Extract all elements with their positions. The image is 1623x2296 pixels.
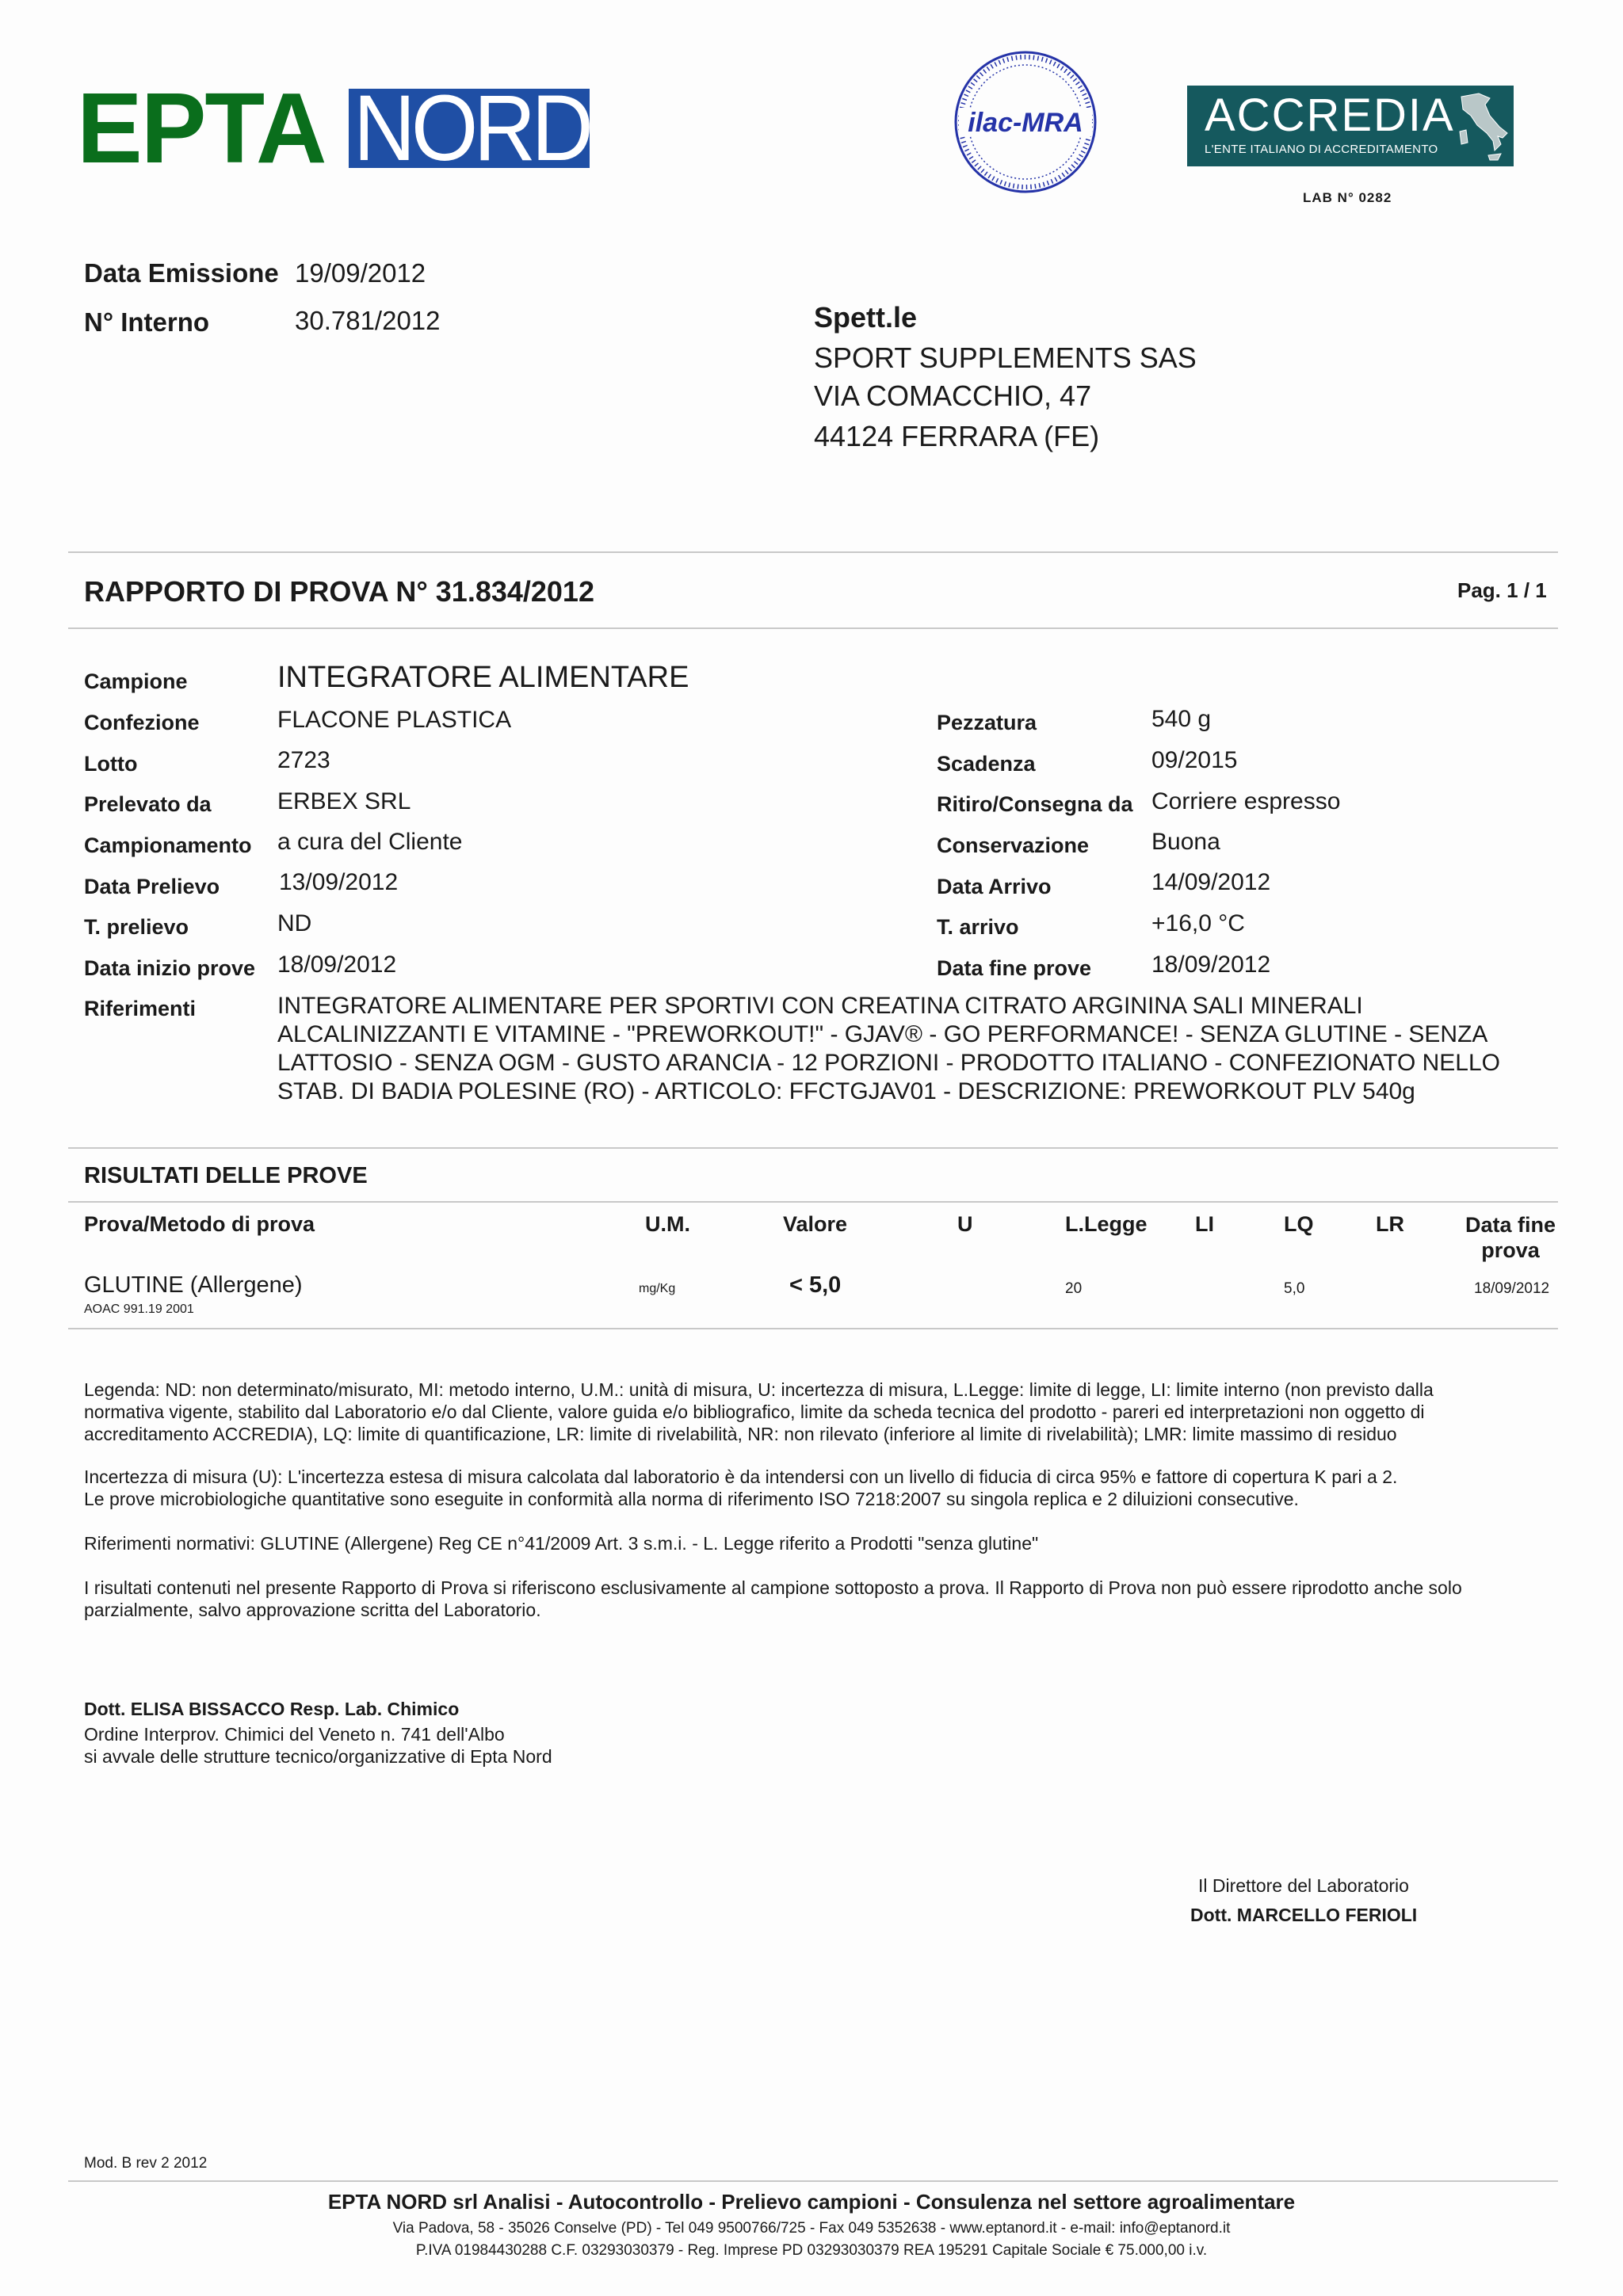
recipient-street: VIA COMACCHIO, 47 bbox=[814, 379, 1092, 412]
conservazione-label: Conservazione bbox=[937, 833, 1090, 857]
director-title: Il Direttore del Laboratorio bbox=[1198, 1875, 1409, 1896]
risultati-line: I risultati contenuti nel presente Rapporto di Prova si riferiscono esclusivamente al campione sottoposto a prova. Il Rapporto di Prova non può essere riprodotto anche solo bbox=[84, 1577, 1462, 1598]
issue-date-value: 19/09/2012 bbox=[295, 258, 426, 288]
divider bbox=[68, 1328, 1558, 1329]
footer-address: Via Padova, 58 - 35026 Conselve (PD) - Tel 049 9500766/725 - Fax 049 5352638 - www.eptanord.it - e-mail: info@eptanord.it bbox=[392, 2220, 1231, 2237]
accredia-title: ACCREDIA bbox=[1205, 90, 1455, 141]
logo-nord-text: NORD bbox=[353, 89, 590, 168]
col-data-fine-line2: prova bbox=[1481, 1238, 1540, 1262]
col-lr: LR bbox=[1376, 1212, 1404, 1236]
riferimenti-line: LATTOSIO - SENZA OGM - GUSTO ARANCIA - 12 PORZIONI - PRODOTTO ITALIANO - CONFEZIONATO NELLO bbox=[277, 1050, 1501, 1076]
col-lq: LQ bbox=[1284, 1212, 1314, 1236]
conservazione-value: Buona bbox=[1151, 829, 1220, 855]
col-li: LI bbox=[1195, 1212, 1214, 1236]
col-data-fine bbox=[1453, 1212, 1568, 1263]
row-um: mg/Kg bbox=[639, 1282, 676, 1295]
riferimenti-text bbox=[277, 992, 1500, 1106]
recipient-city: 44124 FERRARA (FE) bbox=[814, 420, 1100, 452]
footer-company: EPTA NORD srl Analisi - Autocontrollo - Prelievo campioni - Consulenza nel settore agroalimentare bbox=[327, 2190, 1296, 2214]
campionamento-label: Campionamento bbox=[84, 833, 252, 857]
col-valore: Valore bbox=[783, 1212, 848, 1236]
t-prelievo-label: T. prelievo bbox=[84, 915, 189, 939]
issue-date-label: Data Emissione bbox=[84, 258, 279, 288]
riferimenti-normativi-line: Riferimenti normativi: GLUTINE (Allergene) Reg CE n°41/2009 Art. 3 s.m.i. - L. Legge riferito a Prodotti "senza glutine" bbox=[84, 1533, 1039, 1554]
riferimenti-label: Riferimenti bbox=[84, 997, 197, 1020]
logo-nord-box bbox=[349, 89, 590, 168]
prelevato-label: Prelevato da bbox=[84, 792, 212, 816]
t-arrivo-value: +16,0 °C bbox=[1151, 910, 1245, 936]
confezione-value: FLACONE PLASTICA bbox=[277, 707, 512, 733]
campionamento-value: a cura del Cliente bbox=[277, 829, 463, 855]
accredia-logo bbox=[1187, 86, 1514, 166]
legenda-paragraph bbox=[84, 1379, 1434, 1445]
col-llegge: L.Legge bbox=[1065, 1212, 1148, 1236]
incertezza-paragraph bbox=[84, 1466, 1397, 1510]
recipient-salutation: Spett.le bbox=[814, 301, 918, 334]
campione-value: INTEGRATORE ALIMENTARE bbox=[277, 661, 689, 694]
prelevato-value: ERBEX SRL bbox=[277, 788, 411, 814]
ilac-mra-logo bbox=[949, 46, 1102, 198]
data-prelievo-label: Data Prelievo bbox=[84, 875, 220, 898]
scadenza-value: 09/2015 bbox=[1151, 747, 1238, 773]
divider bbox=[68, 2180, 1558, 2182]
legenda-line: accreditamento ACCREDIA), LQ: limite di quantificazione, LR: limite di rivelabilità, NR: non rilevato (inferiore al limite di rivelabilità); LMR: limite massimo di residuo bbox=[84, 1424, 1397, 1444]
recipient-name: SPORT SUPPLEMENTS SAS bbox=[814, 341, 1197, 374]
chemist-line: si avvale delle strutture tecnico/organizzative di Epta Nord bbox=[84, 1746, 552, 1767]
chemist-line: Ordine Interprov. Chimici del Veneto n. 741 dell'Albo bbox=[84, 1724, 505, 1745]
ritiro-value: Corriere espresso bbox=[1151, 788, 1341, 814]
row-metodo: AOAC 991.19 2001 bbox=[84, 1302, 194, 1316]
col-um: U.M. bbox=[645, 1212, 690, 1236]
chemist-name: Dott. ELISA BISSACCO Resp. Lab. Chimico bbox=[84, 1699, 460, 1719]
ilac-mra-text: ilac-MRA bbox=[968, 108, 1083, 138]
row-lq: 5,0 bbox=[1284, 1280, 1305, 1297]
footer-fiscal: P.IVA 01984430288 C.F. 03293030379 - Reg. Imprese PD 03293030379 REA 195291 Capitale Sociale € 75.000,00 i.v. bbox=[415, 2242, 1208, 2259]
director-name: Dott. MARCELLO FERIOLI bbox=[1190, 1905, 1418, 1925]
row-valore: < 5,0 bbox=[789, 1272, 842, 1298]
incertezza-line: Incertezza di misura (U): L'incertezza estesa di misura calcolata dal laboratorio è da intendersi con un livello di fiducia di circa 95% e fattore di copertura K pari a 2. bbox=[84, 1466, 1398, 1487]
pezzatura-label: Pezzatura bbox=[937, 711, 1037, 734]
riferimenti-normativi bbox=[84, 1532, 1038, 1554]
riferimenti-line: ALCALINIZZANTI E VITAMINE - "PREWORKOUT!" - GJAV® - GO PERFORMANCE! - SENZA GLUTINE - SENZA bbox=[277, 1021, 1488, 1047]
internal-number-label: N° Interno bbox=[84, 307, 210, 337]
t-prelievo-value: ND bbox=[277, 910, 312, 936]
data-fine-value: 18/09/2012 bbox=[1151, 952, 1271, 978]
data-inizio-value: 18/09/2012 bbox=[277, 952, 397, 978]
report-title: RAPPORTO DI PROVA N° 31.834/2012 bbox=[84, 575, 594, 608]
divider bbox=[68, 627, 1558, 629]
data-arrivo-value: 14/09/2012 bbox=[1151, 869, 1271, 895]
riferimenti-line: STAB. DI BADIA POLESINE (RO) - ARTICOLO: FFCTGJAV01 - DESCRIZIONE: PREWORKOUT PLV 540g bbox=[277, 1078, 1415, 1104]
campione-label: Campione bbox=[84, 669, 188, 693]
accredia-subtitle: L'ENTE ITALIANO DI ACCREDITAMENTO bbox=[1205, 143, 1438, 156]
data-fine-label: Data fine prove bbox=[937, 956, 1092, 980]
data-inizio-label: Data inizio prove bbox=[84, 956, 256, 980]
divider bbox=[68, 1147, 1558, 1149]
scadenza-label: Scadenza bbox=[937, 752, 1036, 776]
confezione-label: Confezione bbox=[84, 711, 200, 734]
t-arrivo-label: T. arrivo bbox=[937, 915, 1019, 939]
logo-epta-text: EPTA bbox=[77, 72, 326, 185]
legenda-line: Legenda: ND: non determinato/misurato, MI: metodo interno, U.M.: unità di misura, U: incertezza di misura, L.Legge: limite di legge, LI: limite interno (non previsto dalla bbox=[84, 1379, 1434, 1400]
row-data-fine: 18/09/2012 bbox=[1474, 1280, 1550, 1297]
pezzatura-value: 540 g bbox=[1151, 706, 1212, 732]
row-llegge: 20 bbox=[1065, 1280, 1083, 1297]
col-data-fine-line1: Data fine bbox=[1465, 1213, 1556, 1237]
ritiro-label: Ritiro/Consegna da bbox=[937, 792, 1133, 816]
incertezza-line: Le prove microbiologiche quantitative sono eseguite in conformità alla norma di riferimento ISO 7218:2007 su singola replica e 2 diluizioni consecutive. bbox=[84, 1489, 1299, 1509]
results-title: RISULTATI DELLE PROVE bbox=[84, 1163, 368, 1188]
row-prova: GLUTINE (Allergene) bbox=[84, 1272, 303, 1298]
divider bbox=[68, 1201, 1558, 1203]
lab-number: LAB N° 0282 bbox=[1303, 190, 1392, 205]
data-prelievo-value: 13/09/2012 bbox=[279, 869, 399, 895]
risultati-line: parzialmente, salvo approvazione scritta del Laboratorio. bbox=[84, 1600, 541, 1620]
col-u: U bbox=[957, 1212, 973, 1236]
italy-map-icon bbox=[1455, 92, 1509, 163]
col-prova: Prova/Metodo di prova bbox=[84, 1212, 315, 1236]
divider bbox=[68, 551, 1558, 553]
legenda-line: normativa vigente, stabilito dal Laboratorio e/o dal Cliente, valore guida e/o bibliografico, limite da scheda tecnica del prodotto - pareri ed interpretazioni non oggetto di bbox=[84, 1402, 1425, 1422]
mod-revision: Mod. B rev 2 2012 bbox=[84, 2155, 208, 2172]
riferimenti-line: INTEGRATORE ALIMENTARE PER SPORTIVI CON CREATINA CITRATO ARGININA SALI MINERALI bbox=[277, 993, 1363, 1019]
risultati-paragraph bbox=[84, 1577, 1462, 1621]
page-number: Pag. 1 / 1 bbox=[1457, 578, 1547, 602]
data-arrivo-label: Data Arrivo bbox=[937, 875, 1052, 898]
lotto-value: 2723 bbox=[277, 747, 330, 773]
internal-number-value: 30.781/2012 bbox=[295, 306, 441, 335]
lotto-label: Lotto bbox=[84, 752, 138, 776]
